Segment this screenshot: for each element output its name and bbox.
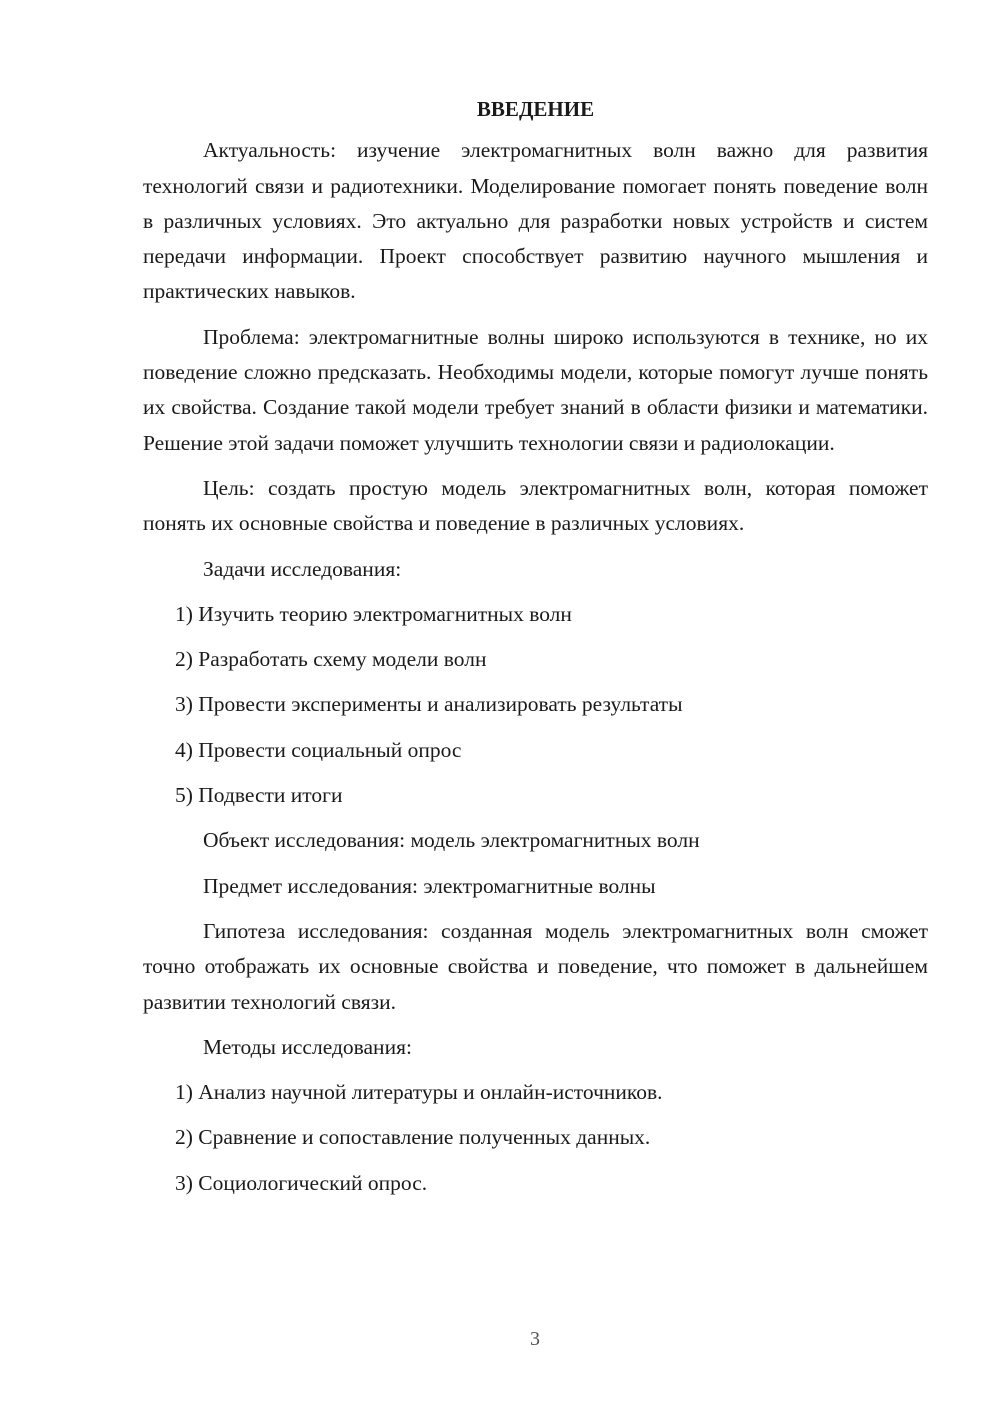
problem-paragraph: Проблема: электромагнитные волны широко используются в технике, но их поведение сложно предсказать. Необходимы модели, которые помогут лучше понять их свойства. Создание такой модели требует знаний в области физики и математики. Решение этой задачи поможет улучшить технологии связи и радиолокации. xyxy=(143,324,928,455)
hypothesis-paragraph: Гипотеза исследования: созданная модель электромагнитных волн сможет точно отображать их основные свойства и поведение, что поможет в дальнейшем развитии технологий связи. xyxy=(143,918,928,1014)
list-item: 5) Подвести итоги xyxy=(175,783,343,808)
list-item: 2) Разработать схему модели волн xyxy=(175,647,487,672)
tasks-list xyxy=(143,597,928,813)
list-item: 1) Анализ научной литературы и онлайн-источников. xyxy=(175,1080,663,1105)
methods-list xyxy=(143,1075,928,1201)
list-item: 1) Изучить теорию электромагнитных волн xyxy=(175,601,572,626)
page-title: ВВЕДЕНИЕ xyxy=(476,97,595,121)
list-item: 3) Провести эксперименты и анализировать результаты xyxy=(175,692,683,717)
page-number: 3 xyxy=(530,1328,540,1350)
methods-heading: Методы исследования: xyxy=(203,1034,412,1059)
list-item: 3) Социологический опрос. xyxy=(175,1170,428,1195)
research-object: Объект исследования: модель электромагнитных волн xyxy=(203,828,700,853)
relevance-paragraph: Актуальность: изучение электромагнитных волн важно для развития технологий связи и радиотехники. Моделирование помогает понять поведение волн в различных условиях. Это актуально для разработки новых устройств и систем передачи информации. Проект способствует развитию научного мышления и практических навыков. xyxy=(143,138,928,304)
list-item: 4) Провести социальный опрос xyxy=(175,737,462,762)
goal-paragraph: Цель: создать простую модель электромагнитных волн, которая поможет понять их основные свойства и поведение в различных условиях. xyxy=(143,475,928,536)
document-body xyxy=(143,92,928,1211)
list-item: 2) Сравнение и сопоставление полученных данных. xyxy=(175,1125,651,1150)
tasks-heading: Задачи исследования: xyxy=(203,556,402,581)
research-subject: Предмет исследования: электромагнитные волны xyxy=(203,873,656,898)
